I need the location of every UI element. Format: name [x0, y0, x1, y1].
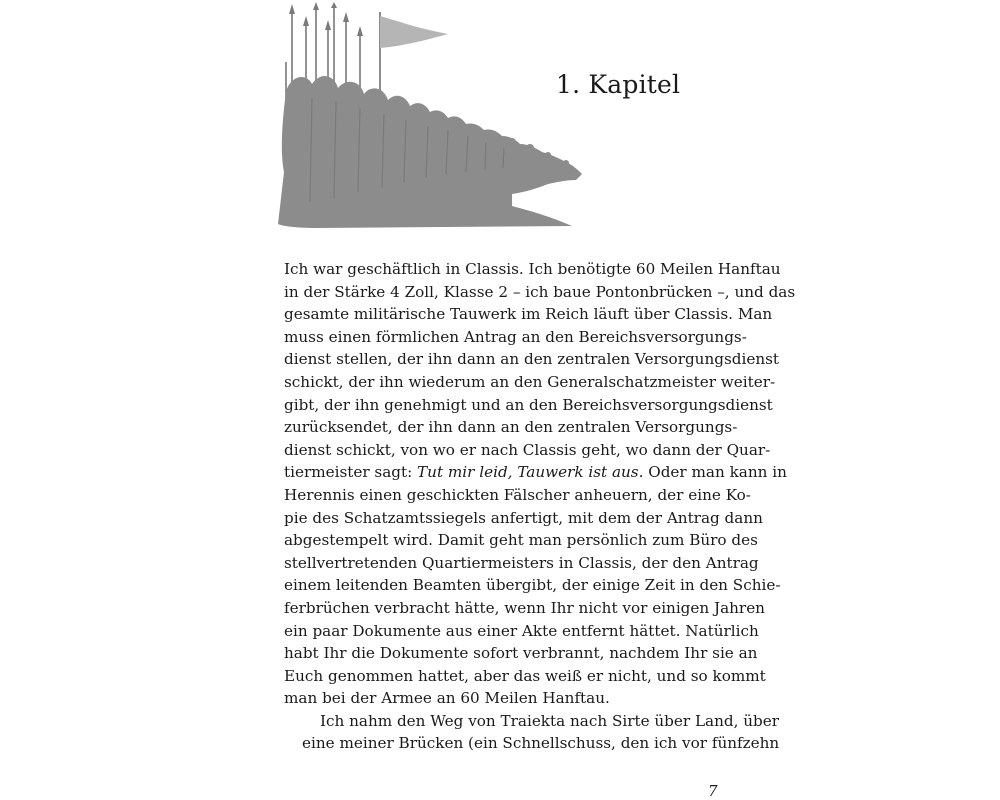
text-line: eine meiner Brücken (ein Schnellschuss, den ich vor fünfzehn [302, 734, 780, 753]
text-line: ein paar Dokumente aus einer Akte entfernt hättet. Natürlich [284, 621, 759, 640]
soldier-column [278, 76, 582, 228]
marching-soldiers-illustration [276, 2, 586, 232]
spear-tips [289, 2, 363, 36]
paragraph-1 [284, 258, 796, 710]
text-line: dienst stellen, der ihn dann an den zentralen Versorgungsdienst [284, 350, 780, 369]
italic-quote: Tut mir leid, Tauwerk ist aus. [417, 463, 644, 482]
text-line: in der Stärke 4 Zoll, Klasse 2 – ich baue Pontonbrücken –, und das [284, 282, 796, 301]
text-line: gibt, der ihn genehmigt und an den Bereichsversorgungsdienst [284, 395, 773, 414]
page-number: 7 [708, 782, 718, 800]
text-line: Ich war geschäftlich in Classis. Ich benötigte 60 Meilen Hanftau [284, 260, 781, 278]
text-line: Euch genommen hattet, aber das weiß er nicht, und so kommt [284, 666, 766, 685]
text-line-with-italic [284, 461, 787, 484]
text-fragment: tiermeister sagt: [284, 463, 418, 482]
text-line: ferbrüchen verbracht hätte, wenn Ihr nicht vor einigen Jahren [284, 598, 765, 617]
text-line: pie des Schatzamtssiegels anfertigt, mit dem der Antrag dann [284, 508, 763, 527]
text-line: dienst schickt, von wo er nach Classis geht, wo dann der Quar- [284, 440, 771, 459]
text-line: Herennis einen geschickten Fälscher anheuern, der eine Ko- [284, 485, 751, 504]
text-line: zurücksendet, der ihn dann an den zentralen Versorgungs- [284, 418, 738, 437]
text-line: habt Ihr die Dokumente sofort verbrannt, nachdem Ihr sie an [284, 644, 758, 663]
text-line: stellvertretenden Quartiermeisters in Classis, der den Antrag [284, 553, 759, 572]
text-line: abgestempelt wird. Damit geht man persönlich zum Büro des [284, 531, 758, 550]
text-line: Ich nahm den Weg von Traiekta nach Sirte über Land, über [320, 711, 780, 730]
text-fragment: Oder man kann in [643, 463, 787, 482]
text-line: man bei der Armee an 60 Meilen Hanftau. [284, 689, 610, 708]
chapter-title: 1. Kapitel [556, 70, 681, 99]
paragraph-2 [284, 710, 780, 755]
body-text [284, 258, 796, 755]
text-line: einem leitenden Beamten übergibt, der einige Zeit in den Schie- [284, 576, 781, 595]
text-line: schickt, der ihn wiederum an den Generalschatzmeister weiter- [284, 372, 776, 391]
text-line: gesamte militärische Tauwerk im Reich läuft über Classis. Man [284, 305, 773, 324]
text-line: muss einen förmlichen Antrag an den Bereichsversorgungs- [284, 327, 747, 346]
